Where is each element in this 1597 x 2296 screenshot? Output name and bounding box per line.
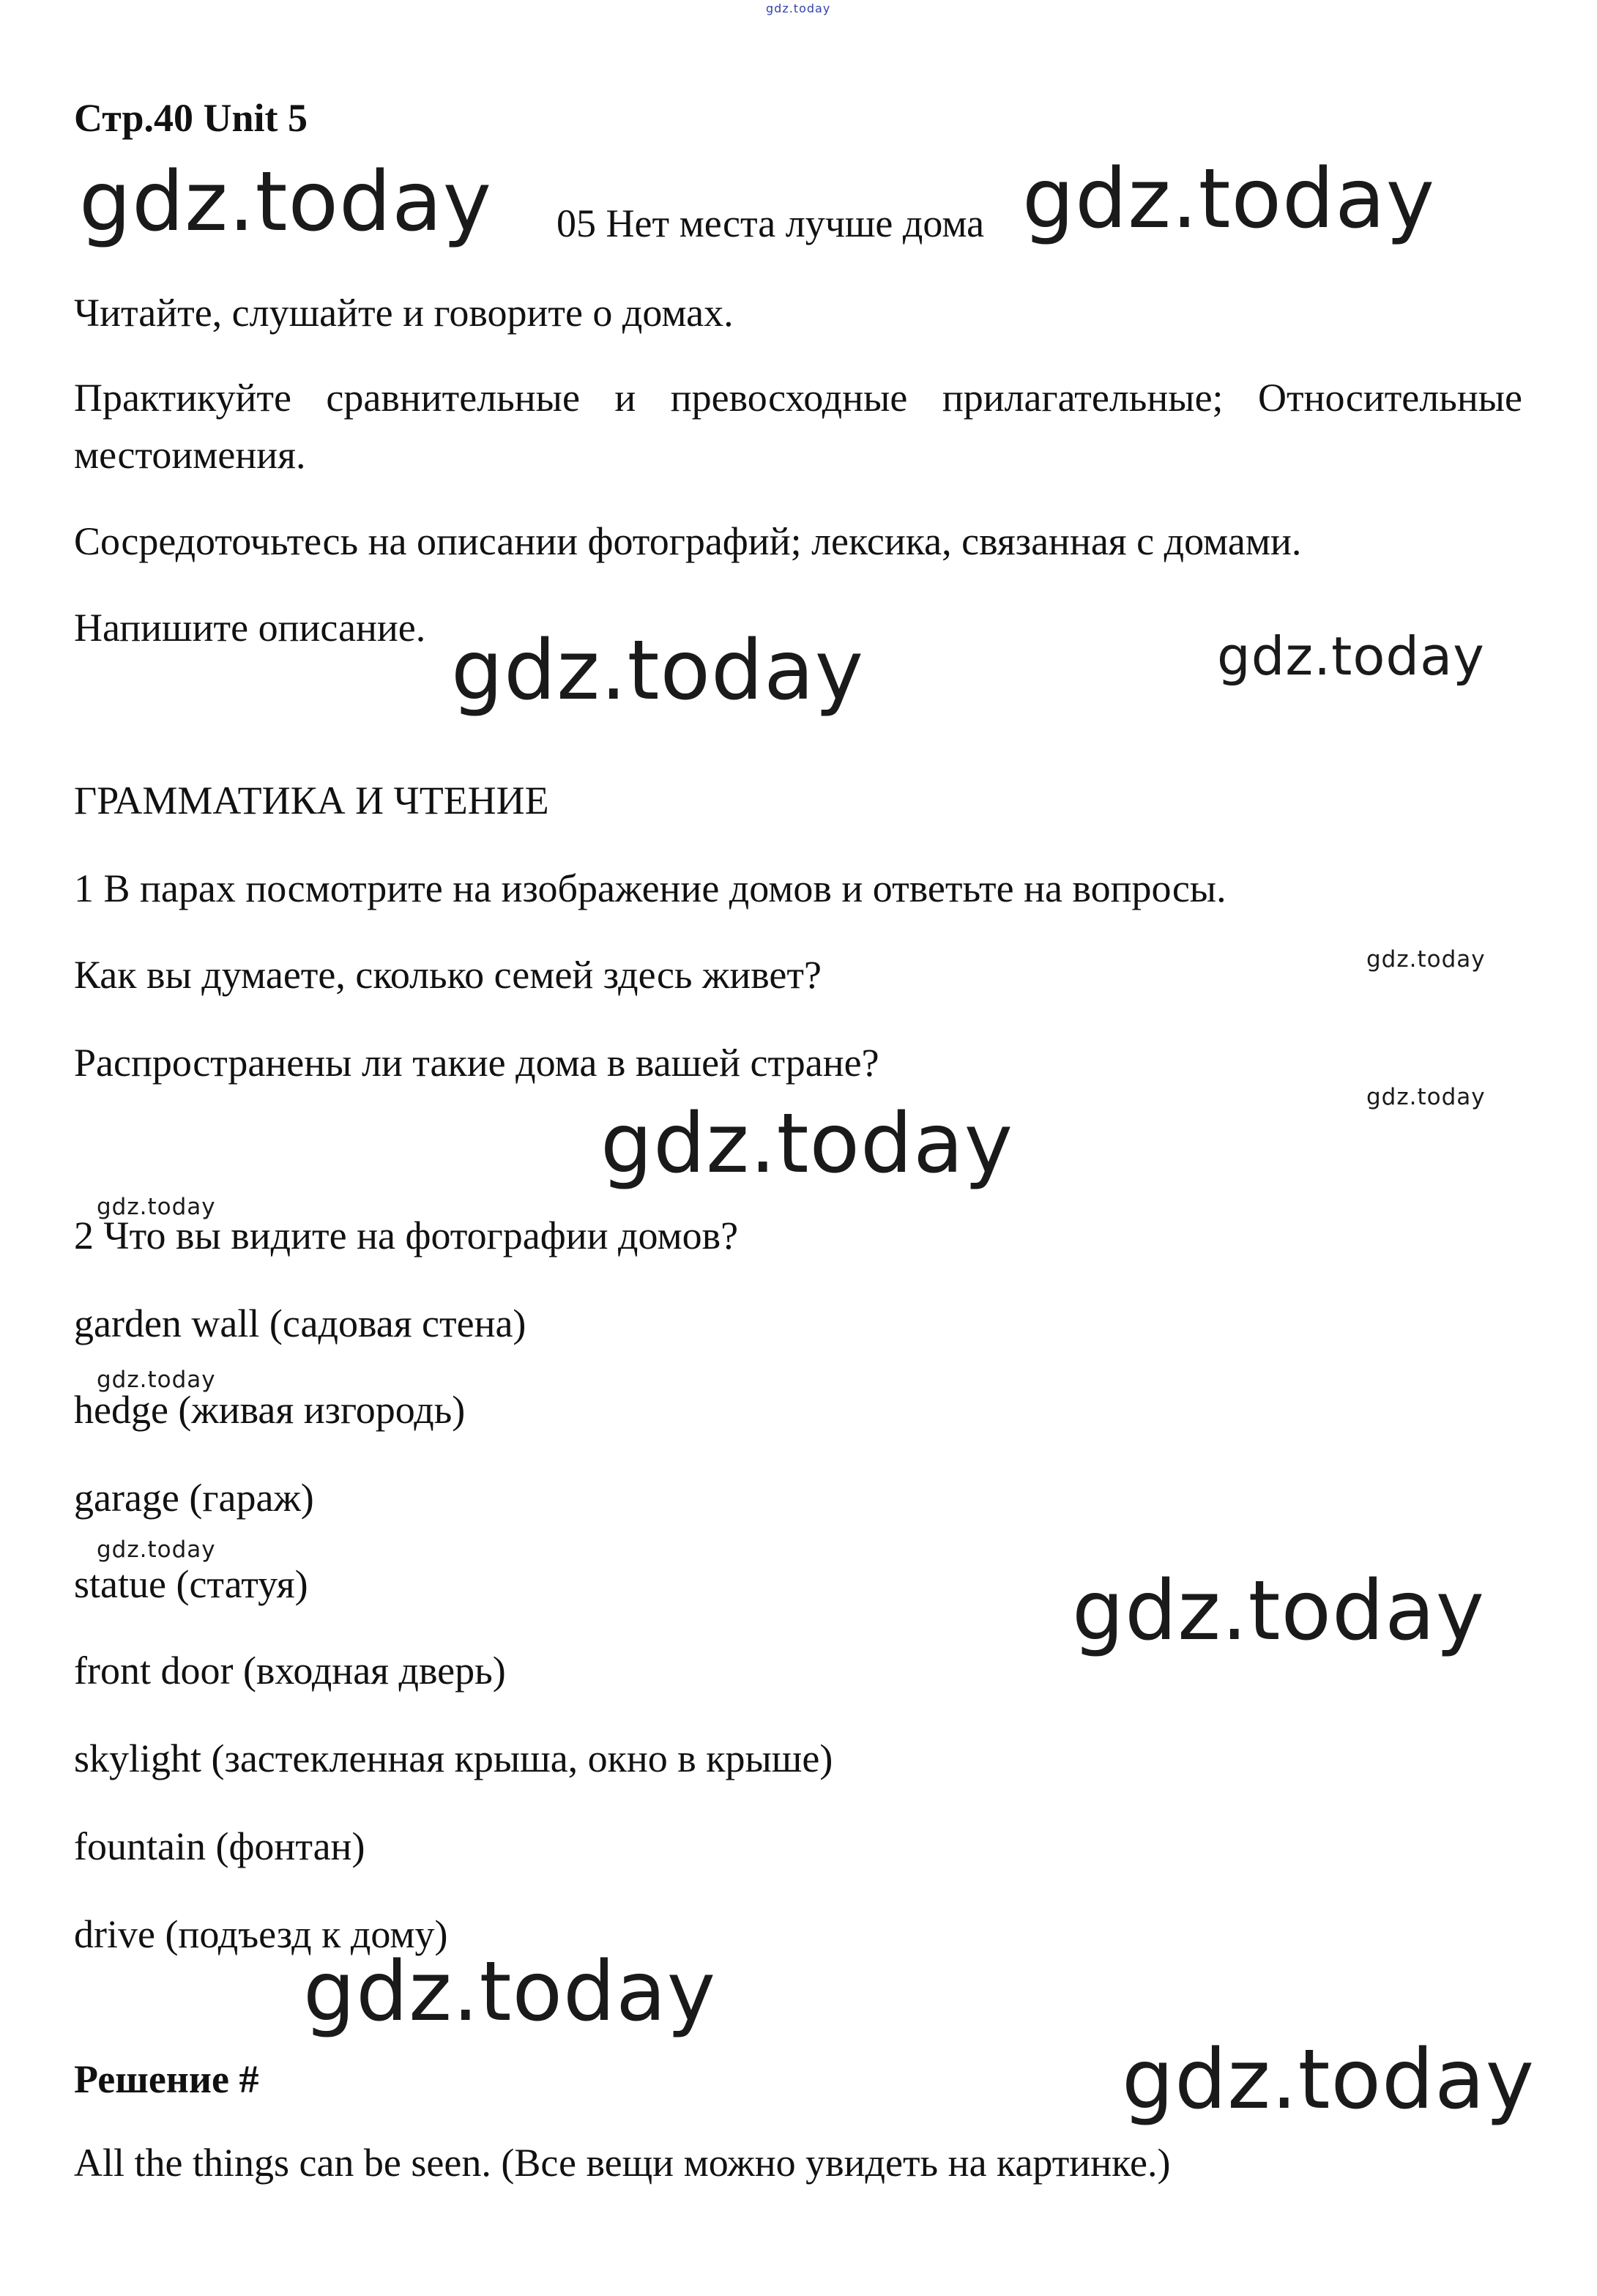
watermark-large: gdz.today — [1122, 2032, 1535, 2128]
section-heading: ГРАММАТИКА И ЧТЕНИЕ — [74, 779, 549, 822]
watermark-small: gdz.today — [1366, 1084, 1486, 1110]
watermark-medium: gdz.today — [1217, 625, 1485, 687]
watermark-small: gdz.today — [97, 1537, 216, 1563]
task-2: 2 Что вы видите на фотографии домов? — [74, 1214, 739, 1257]
watermark-large: gdz.today — [1072, 1564, 1486, 1659]
question: Как вы думаете, сколько семей здесь живет? — [74, 953, 822, 997]
watermark-large: gdz.today — [303, 1944, 717, 2040]
watermark-large: gdz.today — [451, 623, 865, 718]
vocab-item: drive (подъезд к дому) — [74, 1912, 448, 1956]
vocab-item: garage (гараж) — [74, 1476, 314, 1520]
intro-line: Напишите описание. — [74, 606, 426, 650]
intro-line: Сосредоточьтесь на описании фотографий; лексика, связанная с домами. — [74, 519, 1302, 563]
lesson-title: 05 Нет места лучше дома — [556, 201, 985, 245]
page-title: Стр.40 Unit 5 — [74, 96, 308, 140]
watermark-large: gdz.today — [79, 155, 493, 250]
task-1: 1 В парах посмотрите на изображение домов и ответьте на вопросы. — [74, 866, 1226, 910]
watermark-large: gdz.today — [1022, 152, 1436, 247]
watermark-large: gdz.today — [600, 1096, 1014, 1192]
solution-heading: Решение # — [74, 2057, 259, 2101]
watermark-small: gdz.today — [97, 1367, 216, 1393]
watermark-small: gdz.today — [1366, 946, 1486, 973]
solution-answer: All the things can be seen. (Все вещи можно увидеть на картинке.) — [74, 2141, 1171, 2185]
vocab-item: front door (входная дверь) — [74, 1649, 506, 1693]
intro-line: Практикуйте сравнительные и превосходные прилагательные; Относительные местоимения. — [74, 376, 1522, 477]
vocab-item: fountain (фонтан) — [74, 1824, 365, 1868]
watermark-small: gdz.today — [97, 1194, 216, 1220]
vocab-item: hedge (живая изгородь) — [74, 1388, 466, 1432]
intro-line: Читайте, слушайте и говорите о домах. — [74, 291, 734, 335]
vocab-item: garden wall (садовая стена) — [74, 1301, 526, 1345]
question: Распространены ли такие дома в вашей стране? — [74, 1041, 879, 1085]
vocab-item: skylight (застекленная крыша, окно в крыше) — [74, 1736, 833, 1780]
watermark-top-tiny: gdz.today — [766, 1, 831, 15]
vocab-item: statue (статуя) — [74, 1562, 308, 1606]
